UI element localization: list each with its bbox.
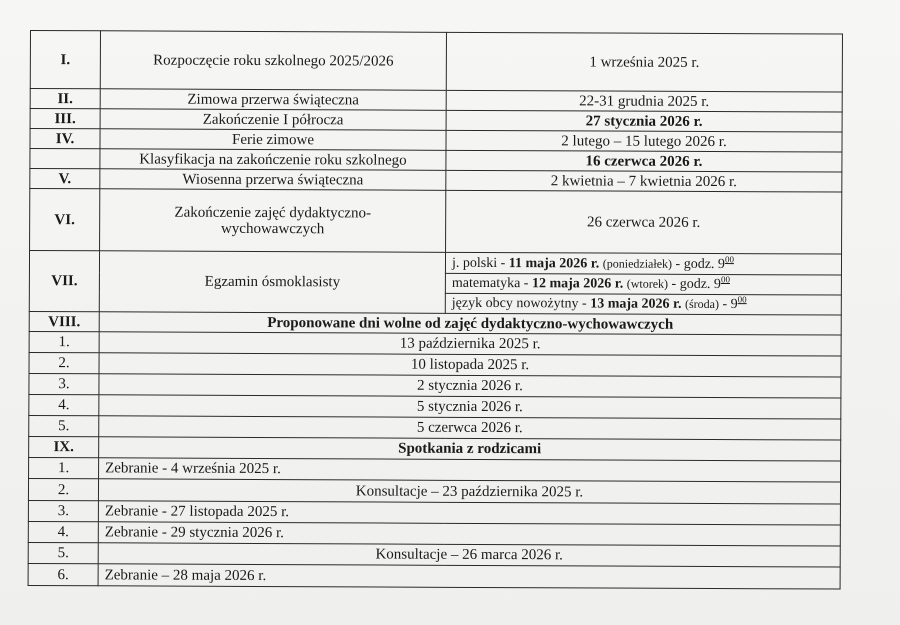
table-row bbox=[30, 189, 842, 255]
school-year-calendar-table bbox=[28, 30, 843, 590]
item-number: 3. bbox=[29, 373, 99, 394]
event-cell: Wiosenna przerwa świąteczna bbox=[100, 169, 446, 191]
exam-time: - godz. 9 bbox=[668, 276, 721, 293]
row-number bbox=[30, 149, 100, 169]
table-row bbox=[28, 563, 840, 589]
exam-math bbox=[445, 273, 841, 295]
exam-date: 13 maja 2026 r. bbox=[590, 296, 682, 312]
exam-subject: język obcy nowożytny - bbox=[451, 295, 591, 312]
meetings-heading: Spotkania z rodzicami bbox=[99, 437, 841, 461]
exam-day: (poniedziałek) bbox=[602, 256, 673, 271]
row-number: II. bbox=[30, 89, 100, 109]
event-cell: Egzamin ósmoklasisty bbox=[99, 251, 445, 314]
exam-foreign-language bbox=[445, 293, 841, 315]
meeting-entry: Konsultacje – 26 marca 2026 r. bbox=[98, 543, 840, 567]
free-day-date: 13 października 2025 r. bbox=[99, 332, 841, 356]
free-day-date: 5 czerwca 2026 r. bbox=[99, 416, 841, 440]
meeting-entry: Konsultacje – 23 października 2025 r. bbox=[98, 479, 840, 504]
date-cell: 1 września 2025 r. bbox=[446, 32, 842, 92]
item-number: 4. bbox=[28, 521, 98, 542]
event-cell: Zimowa przerwa świąteczna bbox=[100, 89, 446, 111]
date-cell: 22-31 grudnia 2025 r. bbox=[446, 90, 842, 112]
exam-time-minutes: 00 bbox=[724, 253, 734, 264]
date-cell: 16 czerwca 2026 r. bbox=[446, 150, 842, 172]
exam-day: (środa) bbox=[684, 296, 720, 312]
table-row bbox=[30, 31, 842, 93]
row-number: I. bbox=[30, 31, 100, 89]
item-number: 5. bbox=[28, 542, 98, 563]
item-number: 1. bbox=[29, 331, 99, 352]
event-cell: Ferie zimowe bbox=[100, 129, 446, 151]
date-cell: 2 kwietnia – 7 kwietnia 2026 r. bbox=[446, 170, 842, 192]
row-number: VII. bbox=[29, 251, 99, 312]
exam-date: 12 maja 2026 r. bbox=[531, 276, 624, 292]
free-day-date: 10 listopada 2025 r. bbox=[99, 353, 841, 377]
event-cell: Klasyfikacja na zakończenie roku szkolnego bbox=[100, 149, 446, 171]
item-number: 2. bbox=[29, 352, 99, 373]
meeting-entry: Zebranie – 28 maja 2026 r. bbox=[98, 564, 840, 589]
row-number: IV. bbox=[30, 129, 100, 149]
meeting-entry: Zebranie - 29 stycznia 2026 r. bbox=[98, 522, 840, 546]
row-number: V. bbox=[30, 169, 100, 189]
exam-subject: matematyka - bbox=[451, 275, 533, 292]
free-days-heading: Proponowane dni wolne od zajęć dydaktyczno-wychowawczych bbox=[99, 312, 841, 335]
exam-date: 11 maja 2026 r. bbox=[508, 255, 600, 271]
exam-row bbox=[29, 251, 841, 276]
date-cell: 2 lutego – 15 lutego 2026 r. bbox=[446, 130, 842, 152]
event-cell: Zakończenie zajęć dydaktyczno-wychowawczych bbox=[100, 189, 446, 253]
meeting-entry: Zebranie - 27 listopada 2025 r. bbox=[98, 501, 840, 525]
exam-polish bbox=[445, 252, 841, 275]
item-number: 3. bbox=[28, 500, 98, 521]
row-number: IX. bbox=[29, 436, 99, 457]
exam-subject: j. polski - bbox=[451, 255, 509, 271]
event-cell: Zakończenie I półrocza bbox=[100, 109, 446, 131]
date-cell: 26 czerwca 2026 r. bbox=[446, 190, 842, 254]
item-number: 1. bbox=[29, 457, 99, 478]
row-number: III. bbox=[30, 109, 100, 129]
item-number: 4. bbox=[29, 394, 99, 415]
exam-time-minutes: 00 bbox=[720, 274, 731, 285]
date-cell: 27 stycznia 2026 r. bbox=[446, 110, 842, 132]
exam-time: - godz. 9 bbox=[672, 256, 725, 272]
item-number: 5. bbox=[29, 415, 99, 436]
free-day-date: 5 stycznia 2026 r. bbox=[99, 395, 841, 419]
event-cell: Rozpoczęcie roku szkolnego 2025/2026 bbox=[100, 31, 446, 91]
free-day-date: 2 stycznia 2026 r. bbox=[99, 374, 841, 398]
exam-day: (wtorek) bbox=[626, 276, 669, 291]
exam-time-minutes: 00 bbox=[737, 294, 747, 305]
item-number: 6. bbox=[28, 563, 98, 585]
meeting-entry: Zebranie - 4 września 2025 r. bbox=[99, 458, 841, 482]
row-number: VIII. bbox=[29, 311, 99, 331]
item-number: 2. bbox=[28, 478, 98, 500]
exam-time: - 9 bbox=[718, 297, 738, 313]
row-number: VI. bbox=[30, 189, 100, 251]
